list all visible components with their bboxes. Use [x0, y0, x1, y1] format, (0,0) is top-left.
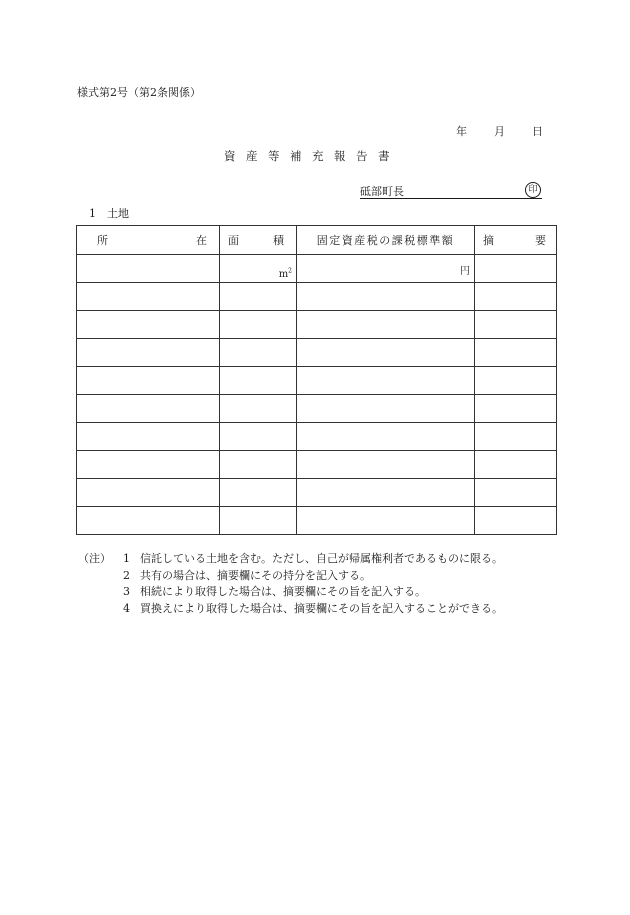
cell-remarks[interactable] [475, 255, 557, 283]
table-row [77, 507, 557, 535]
cell-tax-value[interactable] [297, 395, 475, 423]
cell-remarks[interactable] [475, 479, 557, 507]
cell-remarks[interactable] [475, 423, 557, 451]
note-number: 1 [123, 552, 130, 565]
note-item [78, 601, 503, 618]
header-location-b: 在 [196, 234, 207, 247]
cell-location[interactable] [77, 339, 220, 367]
cell-tax-value[interactable] [297, 479, 475, 507]
cell-location[interactable] [77, 451, 220, 479]
date-month-label: 月 [494, 125, 505, 138]
cell-tax-value[interactable] [297, 451, 475, 479]
cell-location[interactable] [77, 507, 220, 535]
note-item [78, 568, 503, 585]
header-tax-value: 固定資産税の課税標準額 [297, 226, 475, 255]
notes-label: （注） [78, 552, 111, 565]
note-number: 2 [123, 568, 130, 582]
cell-location[interactable] [77, 255, 220, 283]
section-heading [89, 205, 129, 221]
note-number: 3 [123, 585, 130, 598]
cell-tax-value[interactable] [297, 255, 475, 283]
cell-tax-value[interactable] [297, 311, 475, 339]
header-area [220, 226, 297, 255]
cell-area[interactable] [220, 479, 297, 507]
cell-tax-value[interactable] [297, 423, 475, 451]
cell-area[interactable] [220, 507, 297, 535]
cell-area[interactable] [220, 395, 297, 423]
date-line [456, 123, 543, 139]
cell-area[interactable] [220, 451, 297, 479]
table-row [77, 283, 557, 311]
cell-location[interactable] [77, 479, 220, 507]
cell-remarks[interactable] [475, 311, 557, 339]
cell-area[interactable] [220, 367, 297, 395]
seal-mark: 印 [525, 182, 541, 198]
cell-area[interactable] [220, 311, 297, 339]
table-row [77, 423, 557, 451]
table-header-row [77, 226, 557, 255]
document-title: 資産等補充報告書 [224, 149, 400, 163]
note-number: 4 [123, 601, 130, 615]
header-area-a: 面 [228, 234, 239, 247]
cell-remarks[interactable] [475, 283, 557, 311]
note-text: 相続により取得した場合は、摘要欄にその旨を記入する。 [140, 585, 426, 598]
cell-tax-value[interactable] [297, 283, 475, 311]
cell-tax-value[interactable] [297, 507, 475, 535]
section-title: 土地 [107, 207, 129, 220]
header-remarks [475, 226, 557, 255]
cell-area[interactable] [220, 339, 297, 367]
cell-tax-value[interactable] [297, 339, 475, 367]
note-text: 買換えにより取得した場合は、摘要欄にその旨を記入することができる。 [140, 601, 503, 615]
cell-tax-value[interactable] [297, 367, 475, 395]
table-row [77, 479, 557, 507]
header-remarks-a: 摘 [483, 234, 494, 247]
cell-remarks[interactable] [475, 451, 557, 479]
cell-area[interactable] [220, 283, 297, 311]
unit-yen: 円 [460, 266, 470, 277]
table-row [77, 311, 557, 339]
form-number-label: 様式第2号（第2条関係） [77, 86, 201, 99]
note-text: 共有の場合は、摘要欄にその持分を記入する。 [140, 568, 371, 582]
unit-square-meter: $m^2$ [278, 267, 292, 280]
land-table [76, 225, 557, 535]
cell-location[interactable] [77, 283, 220, 311]
header-location [77, 226, 220, 255]
notes-section [78, 551, 503, 617]
note-text: 信託している土地を含む。ただし、自己が帰属権利者であるものに限る。 [140, 552, 503, 565]
date-day-label: 日 [532, 125, 543, 138]
cell-location[interactable] [77, 367, 220, 395]
cell-area[interactable] [220, 423, 297, 451]
cell-remarks[interactable] [475, 339, 557, 367]
note-item [78, 584, 503, 601]
table-row [77, 395, 557, 423]
table-row [77, 255, 557, 283]
cell-remarks[interactable] [475, 367, 557, 395]
table-row [77, 367, 557, 395]
cell-location[interactable] [77, 395, 220, 423]
date-year-label: 年 [456, 125, 467, 138]
cell-area[interactable] [220, 255, 297, 283]
note-item [78, 551, 503, 568]
table-row [77, 339, 557, 367]
addressee: 砥部町長 [360, 185, 404, 198]
table-row [77, 451, 557, 479]
header-location-a: 所 [97, 234, 108, 247]
header-area-b: 積 [273, 234, 284, 247]
cell-remarks[interactable] [475, 395, 557, 423]
cell-location[interactable] [77, 311, 220, 339]
section-number: 1 [89, 207, 96, 220]
cell-location[interactable] [77, 423, 220, 451]
cell-remarks[interactable] [475, 507, 557, 535]
header-remarks-b: 要 [535, 234, 546, 247]
